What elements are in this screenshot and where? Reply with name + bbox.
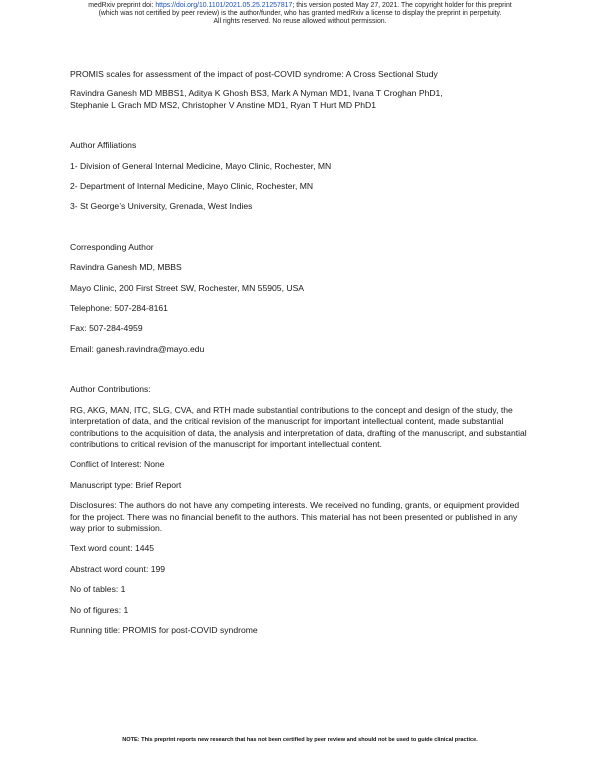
paper-body xyxy=(70,65,530,636)
author-list xyxy=(70,88,530,111)
author-line: Ravindra Ganesh MD MBBS1, Aditya K Ghosh BS3, Mark A Nyman MD1, Ivana T Croghan PhD1, xyxy=(70,88,443,99)
preprint-footer-note: NOTE: This preprint reports new research that has not been certified by peer review and should not be used to guide clinical practice. xyxy=(122,737,478,743)
preprint-header xyxy=(0,2,600,26)
affiliation-item: 1- Division of General Internal Medicine, Mayo Clinic, Rochester, MN xyxy=(70,160,332,171)
preprint-rights-text: All rights reserved. No reuse allowed without permission. xyxy=(213,18,387,25)
corresponding-heading: Corresponding Author xyxy=(70,241,154,252)
affiliations-heading: Author Affiliations xyxy=(70,140,137,151)
corresponding-email: Email: ganesh.ravindra@mayo.edu xyxy=(70,343,205,354)
manuscript-type: Manuscript type: Brief Report xyxy=(70,479,182,490)
contributions-heading: Author Contributions: xyxy=(70,384,151,395)
preprint-doi-prefix: medRxiv preprint doi: xyxy=(88,2,156,9)
corresponding-address: Mayo Clinic, 200 First Street SW, Rochester, MN 55905, USA xyxy=(70,282,305,293)
contributions-text: RG, AKG, MAN, ITC, SLG, CVA, and RTH made substantial contributions to the concept and design of the study, the interpretation of data, and the critical revision of the manuscript for important intellectual content, made substantial contributions to the acquisition of data, the analysis and interpretation of data, drafting of the manuscript, and substantial contributions to critical revision of the manuscript for important intellectual content. xyxy=(70,404,527,449)
table-count: No of tables: 1 xyxy=(70,584,126,595)
corresponding-fax: Fax: 507-284-4959 xyxy=(70,323,143,334)
doi-link[interactable]: https://doi.org/10.1101/2021.05.25.21257817 xyxy=(155,2,293,9)
running-title: Running title: PROMIS for post-COVID syndrome xyxy=(70,624,258,635)
affiliation-item: 3- St George’s University, Grenada, West Indies xyxy=(70,201,253,212)
conflict-of-interest: Conflict of Interest: None xyxy=(70,459,165,470)
author-line: Stephanie L Grach MD MS2, Christopher V Anstine MD1, Ryan T Hurt MD PhD1 xyxy=(70,99,377,110)
figure-count: No of figures: 1 xyxy=(70,604,129,615)
abstract-word-count: Abstract word count: 199 xyxy=(70,563,166,574)
corresponding-telephone: Telephone: 507-284-8161 xyxy=(70,303,168,314)
preprint-posted-text: ; this version posted May 27, 2021. The copyright holder for this preprint xyxy=(292,2,512,9)
preprint-license-text: (which was not certified by peer review) is the author/funder, who has granted medRxiv a license to display the preprint in perpetuity. xyxy=(98,10,502,17)
preprint-header-line1 xyxy=(0,2,600,10)
affiliation-item: 2- Department of Internal Medicine, Mayo Clinic, Rochester, MN xyxy=(70,181,314,192)
corresponding-name: Ravindra Ganesh MD, MBBS xyxy=(70,262,182,273)
text-word-count: Text word count: 1445 xyxy=(70,543,155,554)
disclosures: Disclosures: The authors do not have any competing interests. We received no funding, grants, or equipment provided for the project. There was no financial benefit to the authors. This material has not been presented or published in any way prior to submission. xyxy=(70,500,520,533)
paper-title: PROMIS scales for assessment of the impact of post-COVID syndrome: A Cross Sectional Study xyxy=(70,69,438,79)
